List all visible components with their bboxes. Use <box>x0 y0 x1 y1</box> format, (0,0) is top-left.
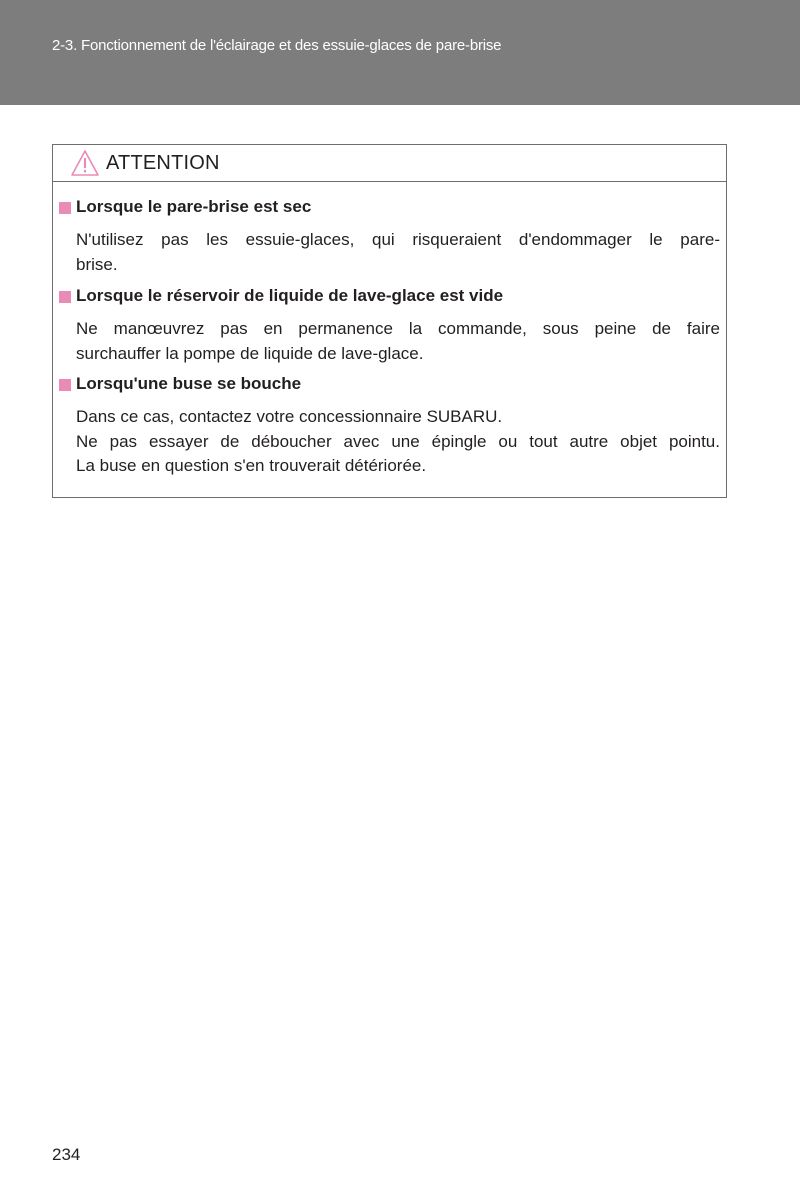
section-heading-text: Lorsque le pare-brise est sec <box>76 197 312 216</box>
section-heading <box>53 197 728 219</box>
paragraph-line: La buse en question s'en trouverait détériorée. <box>76 456 427 475</box>
paragraph-line: Dans ce cas, contactez votre concessionnaire SUBARU. <box>76 407 503 426</box>
section-heading <box>53 374 728 396</box>
paragraph-line: N'utilisez pas les essuie-glaces, qui risqueraient d'endommager le pare- <box>76 230 720 249</box>
attention-section <box>53 286 728 363</box>
paragraph-line: Ne manœuvrez pas en permanence la commande, sous peine de faire <box>76 319 720 338</box>
warning-triangle-icon <box>70 149 100 177</box>
section-heading <box>53 286 728 308</box>
section-paragraph <box>76 317 720 366</box>
square-bullet-icon <box>59 291 71 303</box>
page-number: 234 <box>52 1145 81 1164</box>
paragraph-line: surchauffer la pompe de liquide de lave-glace. <box>76 343 424 363</box>
section-paragraph <box>76 405 720 479</box>
paragraph-line: brise. <box>76 254 118 274</box>
paragraph-line: Ne pas essayer de déboucher avec une épingle ou tout autre objet pointu. <box>76 431 720 451</box>
section-heading-text: Lorsqu'une buse se bouche <box>76 374 302 393</box>
attention-title: ATTENTION <box>106 152 220 174</box>
section-heading-text: Lorsque le réservoir de liquide de lave-glace est vide <box>76 286 504 305</box>
attention-header <box>53 145 726 182</box>
square-bullet-icon <box>59 202 71 214</box>
attention-section <box>53 197 728 274</box>
chapter-header-band <box>0 0 800 105</box>
attention-box <box>52 144 727 498</box>
section-paragraph <box>76 228 720 277</box>
chapter-section-title: 2-3. Fonctionnement de l'éclairage et des essuie-glaces de pare-brise <box>52 37 502 54</box>
square-bullet-icon <box>59 379 71 391</box>
attention-section <box>53 374 728 475</box>
